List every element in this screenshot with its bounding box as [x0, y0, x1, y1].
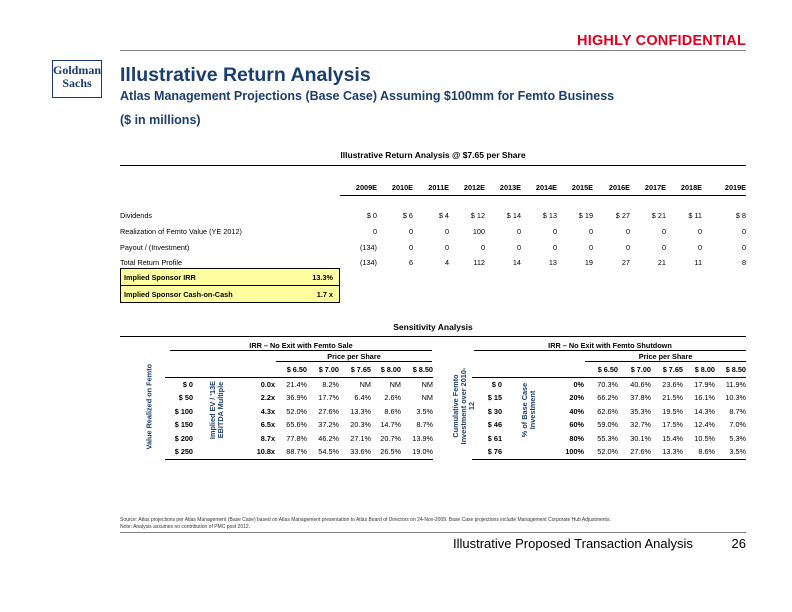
- cell: 3.5%: [729, 447, 746, 457]
- cell: 16.1%: [694, 393, 715, 403]
- cell: 13.3%: [662, 447, 683, 457]
- cell: 54.5%: [318, 447, 339, 457]
- left-grid-rule: [170, 350, 432, 351]
- cell: 100: [472, 226, 485, 236]
- irr-summary-box: [120, 268, 340, 303]
- table-row: [120, 239, 746, 255]
- year-header: 2010E: [377, 180, 413, 196]
- returns-table-wrap: [120, 180, 746, 270]
- price-header: $ 7.65: [350, 365, 371, 375]
- cell: 0: [741, 226, 746, 236]
- multiple-cell: 10.8x: [256, 447, 275, 457]
- irr-value: 13.3%: [312, 272, 333, 282]
- cell: 46.2%: [318, 433, 339, 443]
- value-cell: $ 0: [182, 379, 193, 389]
- cell: 17.9%: [694, 379, 715, 389]
- cell: 36.9%: [286, 393, 307, 403]
- cell: 32.7%: [630, 420, 651, 430]
- returns-table: [120, 180, 746, 270]
- cell: 40.6%: [630, 379, 651, 389]
- left-vlabel-ev-multiple: Implied EV / '13E EBITDA Multiple: [208, 380, 225, 440]
- footer-rule: [120, 532, 746, 533]
- cell: 8.7%: [416, 420, 433, 430]
- year-header: 2015E: [557, 180, 593, 196]
- table-row: [165, 377, 433, 391]
- cell: $ 13: [542, 211, 557, 221]
- table-row: [165, 445, 433, 459]
- right-vlabel-cumulative-investment: Cumulative Femto Investment over 2010-12: [451, 367, 476, 445]
- cell: 66.2%: [597, 393, 618, 403]
- value-cell: $ 0: [491, 379, 502, 389]
- cell: 14.3%: [694, 406, 715, 416]
- cell: 20.7%: [380, 433, 401, 443]
- cell: 11: [694, 258, 702, 268]
- cell: 10.5%: [694, 433, 715, 443]
- cell: 0: [552, 242, 557, 252]
- percent-cell: 0%: [573, 379, 584, 389]
- cell: 13.3%: [350, 406, 371, 416]
- percent-cell: 100%: [565, 447, 584, 457]
- percent-cell: 20%: [569, 393, 584, 403]
- cell: 70.3%: [597, 379, 618, 389]
- right-price-rule: [585, 361, 746, 362]
- year-header: 2013E: [485, 180, 521, 196]
- cell: 0: [625, 242, 630, 252]
- cell: 0: [741, 242, 746, 252]
- cell: 27.6%: [318, 406, 339, 416]
- value-cell: $ 150: [174, 420, 193, 430]
- footer-doc-title: Illustrative Proposed Transaction Analysis: [453, 536, 693, 551]
- value-cell: $ 100: [174, 406, 193, 416]
- table-row: [165, 405, 433, 419]
- cell: 11.9%: [725, 379, 746, 389]
- cell: 7.0%: [729, 420, 746, 430]
- cell: 0: [516, 226, 521, 236]
- year-header: 2012E: [449, 180, 485, 196]
- cell: 27.6%: [630, 447, 651, 457]
- cell: 26.5%: [380, 447, 401, 457]
- cell: 17.7%: [318, 393, 339, 403]
- table-row: [472, 391, 746, 405]
- cell: $ 12: [470, 211, 485, 221]
- cell: 13.9%: [412, 433, 433, 443]
- percent-cell: 80%: [569, 433, 584, 443]
- right-grid-title: IRR – No Exit with Femto Shutdown: [548, 341, 672, 350]
- goldman-sachs-logo: [52, 60, 102, 98]
- source-note: [120, 517, 611, 531]
- right-sensitivity-table: [472, 363, 746, 460]
- logo-line2: Sachs: [62, 76, 92, 90]
- cell: 17.5%: [662, 420, 683, 430]
- value-cell: $ 250: [174, 447, 193, 457]
- cell: 14: [512, 258, 521, 268]
- sensitivity-section-rule: [120, 336, 746, 337]
- table-row: [165, 432, 433, 446]
- year-header: 2016E: [593, 180, 630, 196]
- year-header: 2009E: [340, 180, 377, 196]
- cell: 6: [408, 258, 413, 268]
- units-label: ($ in millions): [120, 113, 201, 127]
- cell: 0: [588, 226, 593, 236]
- right-vlabel-pct-base-case: % of Base Case Investment: [520, 382, 537, 438]
- cell: 35.3%: [630, 406, 651, 416]
- row-label: Realization of Femto Value (YE 2012): [120, 226, 242, 236]
- right-price-header: Price per Share: [638, 352, 693, 361]
- value-cell: $ 30: [487, 406, 502, 416]
- cell: (134): [359, 242, 377, 252]
- year-header: 2014E: [521, 180, 557, 196]
- cell: 27.1%: [350, 433, 371, 443]
- value-cell: $ 200: [174, 433, 193, 443]
- cell: 52.0%: [597, 447, 618, 457]
- returns-section-rule: [120, 165, 746, 166]
- irr-row: [121, 269, 339, 286]
- right-grid-rule: [474, 350, 746, 351]
- logo-line1: Goldman: [53, 63, 102, 77]
- cell: NM: [389, 379, 401, 389]
- cell: 30.1%: [630, 433, 651, 443]
- table-row: [472, 405, 746, 419]
- cell: 8.6%: [384, 406, 401, 416]
- cell: 21.5%: [662, 393, 683, 403]
- cell: 77.8%: [286, 433, 307, 443]
- cell: $ 6: [402, 211, 413, 221]
- irr-label: Implied Sponsor IRR: [124, 272, 196, 282]
- value-cell: $ 46: [487, 420, 502, 430]
- value-cell: $ 50: [178, 393, 193, 403]
- price-header: $ 8.50: [725, 365, 746, 375]
- cell: 8: [741, 258, 746, 268]
- cell: 2.6%: [384, 393, 401, 403]
- row-label: Payout / (Investment): [120, 242, 190, 252]
- cell: 8.6%: [698, 447, 715, 457]
- cell: 0: [661, 226, 666, 236]
- cell: 10.3%: [725, 393, 746, 403]
- cell: 0: [372, 226, 377, 236]
- coc-row: [121, 286, 339, 302]
- cell: 19: [584, 258, 593, 268]
- cell: 12.4%: [694, 420, 715, 430]
- price-header: $ 6.50: [597, 365, 618, 375]
- cell: 65.6%: [286, 420, 307, 430]
- cell: 88.7%: [286, 447, 307, 457]
- left-price-rule: [276, 361, 432, 362]
- cell: 19.5%: [662, 406, 683, 416]
- cell: 59.0%: [597, 420, 618, 430]
- cell: NM: [421, 379, 433, 389]
- cell: 0: [625, 226, 630, 236]
- cell: (134): [359, 258, 377, 268]
- left-sensitivity-table: [165, 363, 433, 460]
- cell: 15.4%: [662, 433, 683, 443]
- cell: 0: [480, 242, 485, 252]
- right-sensitivity-grid: [472, 363, 746, 460]
- table-row: [165, 418, 433, 432]
- table-row: [472, 432, 746, 446]
- row-label: Total Return Profile: [120, 258, 183, 268]
- price-header: $ 7.65: [662, 365, 683, 375]
- value-cell: $ 15: [487, 393, 502, 403]
- cell: 8.7%: [729, 406, 746, 416]
- cell: 0: [408, 226, 413, 236]
- left-sensitivity-grid: [165, 363, 433, 460]
- table-row: [165, 391, 433, 405]
- cell: 27: [621, 258, 630, 268]
- cell: 55.3%: [597, 433, 618, 443]
- multiple-cell: 8.7x: [260, 433, 275, 443]
- note-text: Note: Analysis assumes no contribution of PMC post 2012.: [120, 524, 251, 530]
- cell: 0: [516, 242, 521, 252]
- cell: 37.8%: [630, 393, 651, 403]
- multiple-cell: 0.0x: [260, 379, 275, 389]
- row-label: Dividends: [120, 211, 153, 221]
- table-row: [472, 445, 746, 459]
- cell: 0: [697, 226, 702, 236]
- cell: 14.7%: [380, 420, 401, 430]
- price-header: $ 7.00: [318, 365, 339, 375]
- cell: 8.2%: [322, 379, 339, 389]
- multiple-cell: 4.3x: [260, 406, 275, 416]
- price-header: $ 6.50: [286, 365, 307, 375]
- cell: 4: [444, 258, 449, 268]
- cell: 0: [408, 242, 413, 252]
- left-grid-title: IRR – No Exit with Femto Sale: [249, 341, 353, 350]
- table-row: [120, 208, 746, 224]
- cell: NM: [359, 379, 371, 389]
- cell: 0: [588, 242, 593, 252]
- price-header: $ 7.00: [630, 365, 651, 375]
- cell: 0: [697, 242, 702, 252]
- header-rule: [120, 50, 746, 51]
- confidential-label: HIGHLY CONFIDENTIAL: [577, 33, 746, 49]
- cell: 6.4%: [354, 393, 371, 403]
- cell: 5.3%: [729, 433, 746, 443]
- cell: 23.6%: [662, 379, 683, 389]
- cell: 0: [444, 226, 449, 236]
- year-header: 2017E: [630, 180, 666, 196]
- percent-cell: 40%: [569, 406, 584, 416]
- cell: 112: [473, 258, 485, 268]
- cell: 19.0%: [412, 447, 433, 457]
- left-price-header: Price per Share: [327, 352, 381, 361]
- page-title: Illustrative Return Analysis: [120, 64, 371, 86]
- cell: 37.2%: [318, 420, 339, 430]
- cell: $ 19: [578, 211, 593, 221]
- table-row: [120, 224, 746, 240]
- cell: $ 4: [438, 211, 449, 221]
- year-header: 2011E: [413, 180, 449, 196]
- cell: 0: [552, 226, 557, 236]
- sensitivity-section-title: Sensitivity Analysis: [393, 322, 473, 332]
- cell: 52.0%: [286, 406, 307, 416]
- cell: 20.3%: [350, 420, 371, 430]
- cell: 3.5%: [416, 406, 433, 416]
- cell: $ 27: [615, 211, 630, 221]
- cell: 33.6%: [350, 447, 371, 457]
- table-row: [472, 418, 746, 432]
- returns-section-title: Illustrative Return Analysis @ $7.65 per Share: [340, 150, 526, 160]
- cell: NM: [421, 393, 433, 403]
- price-header: $ 8.00: [380, 365, 401, 375]
- cell: 21: [657, 258, 666, 268]
- cell: $ 0: [366, 211, 377, 221]
- coc-value: 1.7 x: [316, 289, 333, 299]
- year-header: 2018E: [666, 180, 702, 196]
- price-header: $ 8.00: [694, 365, 715, 375]
- value-cell: $ 76: [487, 447, 502, 457]
- cell: $ 8: [735, 211, 746, 221]
- cell: 62.6%: [597, 406, 618, 416]
- source-text: Source: Atlas projections per Atlas Management (Base Case) based on Atlas Management presentation to Atlas Board of Directors on 24-Nov-2009. Base Case projections include Management Corporate Hub Adjustments.: [120, 517, 611, 523]
- table-row: [472, 377, 746, 391]
- left-vlabel-value-realized: Value Realized on Femto: [144, 363, 154, 450]
- cell: $ 21: [651, 211, 666, 221]
- page-subtitle: Atlas Management Projections (Base Case) Assuming $100mm for Femto Business: [120, 89, 615, 103]
- multiple-cell: 2.2x: [260, 393, 275, 403]
- year-header: 2019E: [702, 180, 746, 196]
- cell: 21.4%: [286, 379, 307, 389]
- percent-cell: 60%: [569, 420, 584, 430]
- cell: 0: [661, 242, 666, 252]
- cell: 13: [548, 258, 557, 268]
- cell: 0: [444, 242, 449, 252]
- multiple-cell: 6.5x: [260, 420, 275, 430]
- price-header: $ 8.50: [412, 365, 433, 375]
- cell: $ 14: [506, 211, 521, 221]
- value-cell: $ 61: [487, 433, 502, 443]
- cell: $ 11: [688, 211, 702, 221]
- page-number: 26: [731, 536, 746, 551]
- coc-label: Implied Sponsor Cash-on-Cash: [124, 289, 233, 299]
